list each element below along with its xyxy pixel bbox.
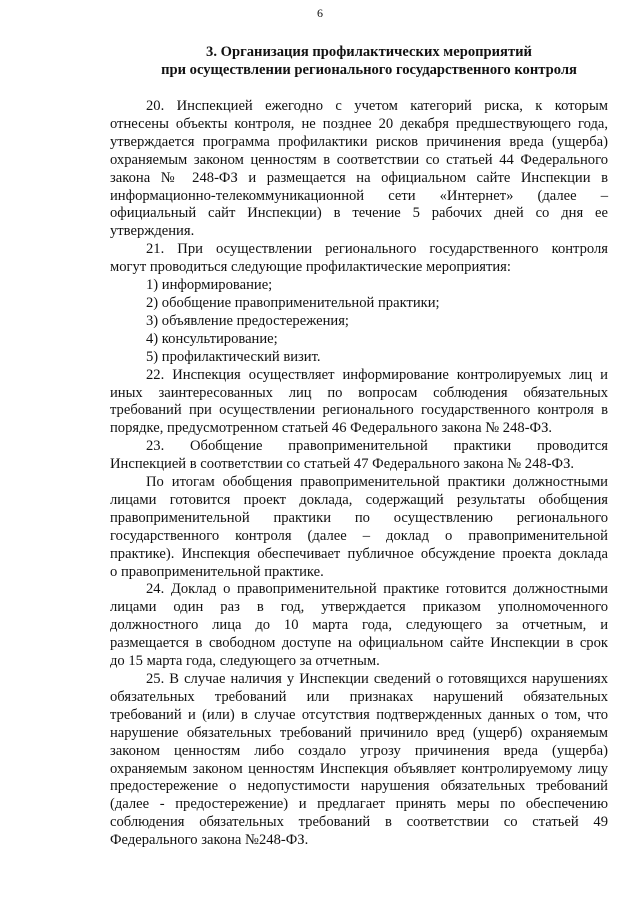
text-line: охраняемым законом ценностям в соответствии со статьей 44 Федерального (110, 151, 608, 168)
text-line: 22. Инспекция осуществляет информирование контролируемых лиц и (146, 366, 608, 383)
text-line: 2) обобщение правоприменительной практики; (146, 294, 440, 311)
text-line: правоприменительной практики по осуществлению регионального (110, 509, 608, 526)
text-line: 4) консультирование; (146, 330, 278, 347)
text-line: должностного лица до 10 марта года, следующего за отчетным, и (110, 617, 608, 634)
text-line: 24. Доклад о правоприменительной практике готовится должностными (146, 581, 608, 598)
text-line: обязательных требований или признаках нарушений обязательных (110, 688, 608, 705)
document-body (110, 98, 608, 850)
text-line: лицами один раз в год, утверждается приказом уполномоченного (110, 599, 608, 616)
text-line: нарушение обязательных требований причинило вред (ущерб) охраняемым (110, 724, 608, 741)
text-line: 20. Инспекцией ежегодно с учетом категорий риска, к которым (146, 98, 608, 114)
paragraph (110, 438, 608, 474)
text-line: до 15 марта года, следующего за отчетным. (110, 653, 380, 670)
paragraph (110, 581, 608, 671)
paragraph (110, 295, 608, 313)
text-line: информационно-телекоммуникационной сети «Интернет» (далее – (110, 187, 608, 204)
section-heading-line: 3. Организация профилактических мероприятий (206, 44, 532, 60)
text-line: лицами готовится проект доклада, содержащий результаты обобщения (110, 491, 608, 508)
text-line: могут проводиться следующие профилактические мероприятия: (110, 259, 511, 276)
paragraph (110, 331, 608, 349)
paragraph (110, 98, 608, 241)
text-line: (далее - предостережение) и предлагает принять меры по обеспечению (110, 796, 608, 813)
paragraph (110, 367, 608, 439)
text-line: утверждения. (110, 223, 195, 240)
text-line: законом ценностям либо создало угрозу причинения вреда (ущерба) (110, 742, 608, 759)
text-line: порядке, предусмотренном статьей 46 Федерального закона № 248-ФЗ. (110, 420, 553, 437)
text-line: соблюдения обязательных требований в соответствии со статьей 49 (110, 814, 608, 831)
text-line: размещается в свободном доступе на официальном сайте Инспекции в срок (110, 635, 608, 652)
text-line: охраняемым законом ценностям Инспекция объявляет контролируемому лицу (110, 760, 608, 777)
text-line: По итогам обобщения правоприменительной практики должностными (146, 474, 608, 491)
page-number: 6 (317, 6, 323, 20)
text-line: иных заинтересованных лиц по вопросам соблюдения обязательных (110, 384, 608, 401)
text-line: Инспекцией в соответствии со статьей 47 Федерального закона № 248-ФЗ. (110, 456, 575, 473)
paragraph (110, 313, 608, 331)
text-line: отнесены объекты контроля, не позднее 20 декабря предшествующего года, (110, 115, 608, 132)
text-line: закона № 248-ФЗ и размещается на официальном сайте Инспекции в (110, 169, 608, 186)
text-line: о правоприменительной практике. (110, 563, 324, 580)
text-line: Федерального закона №248-ФЗ. (110, 832, 309, 849)
text-line: государственного контроля (далее – доклад о правоприменительной (110, 527, 608, 544)
text-line: предостережение о недопустимости нарушения обязательных требований (110, 778, 608, 795)
paragraph (110, 277, 608, 295)
text-line: 23. Обобщение правоприменительной практики проводится (146, 438, 608, 455)
text-line: 1) информирование; (146, 277, 273, 294)
text-line: требований при осуществлении регионального государственного контроля в (110, 402, 608, 419)
text-line: требований и (или) в случае отсутствия подтвержденных данных о том, что (110, 706, 608, 723)
text-line: 5) профилактический визит. (146, 348, 321, 365)
text-line: практике). Инспекция обеспечивает публичное обсуждение проекта доклада (110, 545, 608, 562)
text-line: утверждается программа профилактики рисков причинения вреда (ущерба) (110, 133, 608, 150)
paragraph (110, 474, 608, 581)
paragraph (110, 671, 608, 850)
text-line: 25. В случае наличия у Инспекции сведений о готовящихся нарушениях (146, 671, 608, 687)
text-line: официальный сайт Инспекции) в течение 5 рабочих дней со дня ее (110, 205, 608, 222)
text-line: 21. При осуществлении регионального государственного контроля (146, 241, 608, 258)
section-heading-line: при осуществлении регионального государственного контроля (161, 62, 577, 78)
text-line: 3) объявление предостережения; (146, 312, 349, 329)
paragraph (110, 241, 608, 277)
paragraph (110, 349, 608, 367)
